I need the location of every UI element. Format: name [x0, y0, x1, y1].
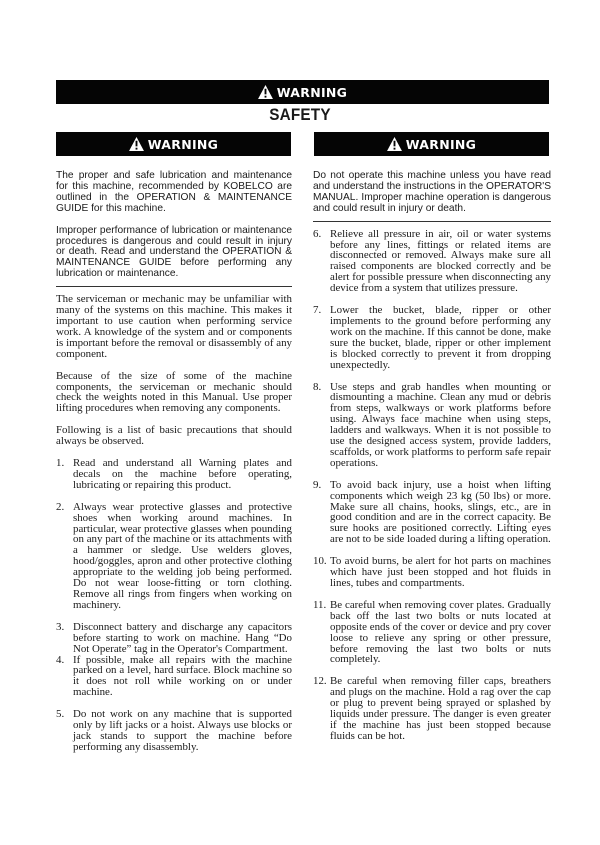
item-number: 10.: [313, 555, 327, 568]
list-item: [313, 600, 551, 665]
warning-label: WARNING: [276, 84, 348, 100]
item-text: Lower the bucket, blade, ripper or other implements to the ground before performing any work on the machine. If this cannot be done, make sure the bucket, blade, ripper or other implement is blocked correctly to prevent it from dropping unexpectedly.: [330, 304, 551, 371]
page-title: SAFETY: [269, 105, 331, 124]
warning-triangle-icon: [129, 137, 144, 151]
warning-triangle-icon: [387, 137, 402, 151]
item-text: Always wear protective glasses and protective shoes when working around machines. In particular, wear protective glasses when pounding on any part of the machine or its attachments with a hammer or sledge. Use welders gloves, hood/goggles, apron and other protective clothing appropriate to the welding job being performed. Do not wear loose-fitting or torn clothing. Remove all rings from fingers when working on machinery.: [73, 500, 292, 611]
right-column: [313, 171, 551, 742]
body-paragraph: Because of the size of some of the machine components, the serviceman or mechanic should check the weights noted in this Manual. Use proper lifting procedures when removing any components.: [56, 369, 292, 415]
item-number: 2.: [56, 500, 65, 513]
list-item: [313, 676, 551, 741]
item-text: Do not work on any machine that is supported only by lift jacks or a hoist. Always use blocks or jack stands to support the machine before performing any disassembly.: [73, 708, 292, 753]
item-text: To avoid burns, be alert for hot parts on machines which have just been stopped and hot fluids in lines, tubes and compartments.: [330, 555, 551, 589]
body-paragraph: The serviceman or mechanic may be unfamiliar with many of the systems on this machine. This makes it important to use caution when performing service work. A knowledge of the system and or components is important before the removal or disassembly of any component.: [56, 293, 292, 360]
warning-label: WARNING: [405, 136, 477, 152]
warning-paragraph: Do not operate this machine unless you have read and understand the instructions in the OPERATOR'S MANUAL. Improper machine operation is dangerous and could result in injury or death.: [313, 170, 551, 214]
body-paragraph: Following is a list of basic precautions that should always be observed.: [56, 424, 292, 448]
left-warning-banner: [56, 132, 291, 156]
item-number: 5.: [56, 708, 65, 721]
precaution-list: [56, 458, 292, 753]
item-number: 1.: [56, 457, 65, 470]
top-warning-banner: [56, 80, 549, 104]
item-number: 9.: [313, 478, 322, 491]
warning-label: WARNING: [147, 136, 219, 152]
item-text: To avoid back injury, use a hoist when lifting components which weigh 23 kg (50 lbs) or more. Make sure all chains, hooks, slings, etc., are in good condition and are in the correct capacity. Be sure hooks are positioned correctly. Lifting eyes are not to be side loaded during a lifting operation.: [330, 478, 551, 546]
item-number: 3.: [56, 620, 65, 633]
list-item: [313, 480, 551, 545]
warning-paragraph: Improper performance of lubrication or maintenance procedures is dangerous and could result in injury or death. Read and understand the OPERATION & MAINTENANCE GUIDE before performing any lubrication or maintenance.: [56, 224, 292, 280]
divider: [313, 221, 551, 222]
divider: [56, 286, 292, 287]
precaution-list: [313, 229, 551, 742]
item-number: 7.: [313, 304, 322, 317]
list-item: [56, 709, 292, 753]
list-item: [56, 458, 292, 491]
item-text: Be careful when removing filler caps, breathers and plugs on the machine. Hold a rag over the cap or plug to prevent being sprayed or splashed by liquids under pressure. The danger is even greater if the machine has just been stopped because fluids can be hot.: [330, 675, 551, 742]
left-column: [56, 171, 292, 753]
item-number: 8.: [313, 380, 322, 393]
item-number: 11.: [313, 598, 327, 611]
item-text: Relieve all pressure in air, oil or water systems before any lines, fittings or related items are disconnected or removed. Always make sure all raised components are blocked correctly and be alert for possible pressure when disconnecting any device from a system that utilizes pressure.: [330, 227, 551, 295]
item-text: Use steps and grab handles when mounting or dismounting a machine. Clean any mud or debris from steps, walkways or work platforms before using. Always face machine when using steps, ladders and walkways. When it is not possible to use the designed access system, provide ladders, scaffolds, or work platforms to perform safe repair operations.: [330, 380, 551, 469]
list-item: [313, 556, 551, 589]
list-item: [313, 382, 551, 469]
warning-triangle-icon: [258, 85, 273, 99]
item-text: Disconnect battery and discharge any capacitors before starting to work on machine. Hang “Do Not Operate” tag in the Operator's Compartment.: [73, 620, 292, 655]
item-text: Be careful when removing cover plates. Gradually back off the last two bolts or nuts located at opposite ends of the cover or device and pry cover loose to relieve any spring or other pressure, before removing the last two bolts or nuts completely.: [330, 598, 551, 666]
list-item: [56, 655, 292, 699]
item-text: Read and understand all Warning plates and decals on the machine before operating, lubricating or repairing this product.: [73, 457, 292, 491]
item-number: 6.: [313, 227, 322, 240]
warning-paragraph: The proper and safe lubrication and maintenance for this machine, recommended by KOBELCO are outlined in the OPERATION & MAINTENANCE GUIDE for this machine.: [56, 170, 292, 214]
list-item: [313, 305, 551, 370]
item-number: 12.: [313, 675, 327, 688]
list-item: [313, 229, 551, 294]
item-number: 4.: [56, 653, 65, 666]
right-warning-banner: [314, 132, 549, 156]
list-item: [56, 502, 292, 611]
item-text: If possible, make all repairs with the machine parked on a level, hard surface. Block machine so it does not roll while working on or under machine.: [73, 653, 292, 699]
list-item: [56, 622, 292, 655]
